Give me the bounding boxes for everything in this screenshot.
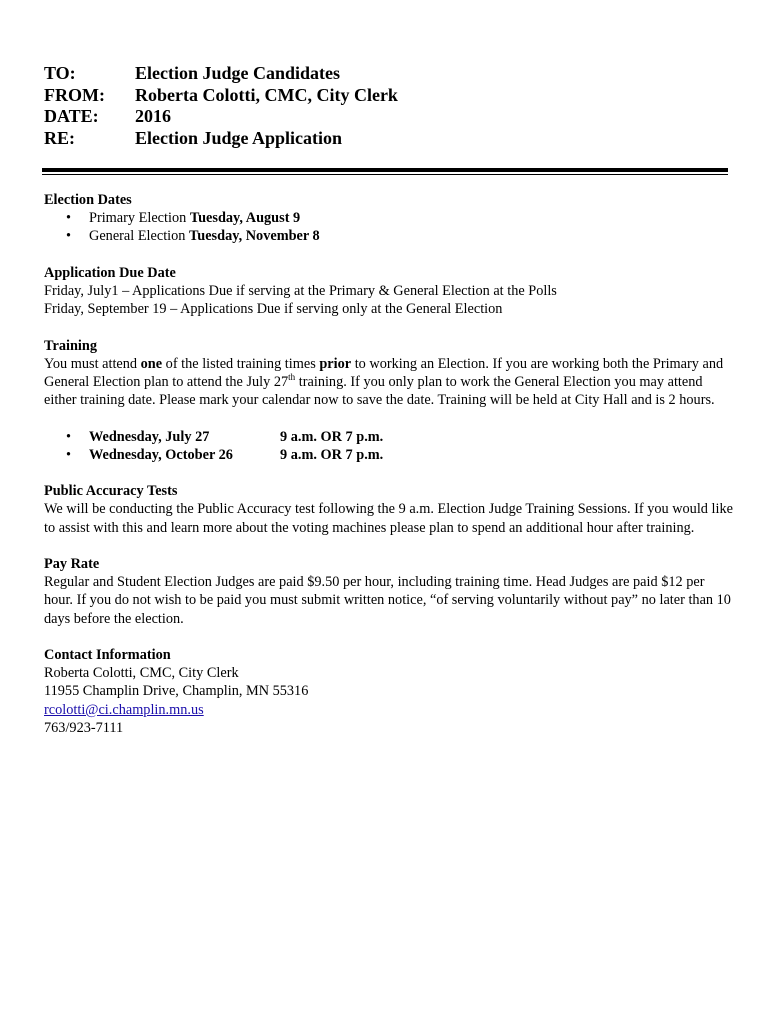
re-value: Election Judge Application — [135, 127, 343, 148]
date-value: 2016 — [135, 106, 171, 126]
training-emphasis: prior — [319, 355, 352, 372]
to-label: TO: — [44, 63, 76, 83]
election-label: Primary Election — [89, 210, 190, 227]
training-text: to working an Election. If you are working both the Primary and General Election plan to attend the July 27 — [44, 355, 724, 390]
date-label: DATE: — [44, 106, 99, 126]
due-date-title: Application Due Date — [44, 264, 176, 281]
session-day: Wednesday, October 26 — [89, 446, 233, 463]
contact-section — [44, 646, 734, 737]
training-emphasis: one — [140, 355, 163, 372]
election-dates-list — [44, 209, 734, 245]
contact-title: Contact Information — [44, 646, 171, 663]
training-paragraph — [44, 355, 734, 410]
date-row — [44, 106, 398, 128]
list-item — [44, 209, 734, 227]
election-dates-title: Election Dates — [44, 192, 132, 208]
from-value: Roberta Colotti, CMC, City Clerk — [135, 84, 398, 105]
pay-text: Regular and Student Election Judges are paid $9.50 per hour, including training time. Head Judges are paid $12 per hour. If you do not wish to be paid you must submit written notice, “of serving voluntarily without pay” no later than 10 days before the election. — [44, 574, 731, 627]
from-row — [44, 85, 398, 107]
to-row — [44, 63, 398, 85]
session-time: 9 a.m. OR 7 p.m. — [280, 428, 384, 445]
to-value: Election Judge Candidates — [135, 63, 341, 83]
training-section — [44, 337, 734, 410]
training-superscript: th — [288, 372, 296, 383]
pay-title: Pay Rate — [44, 555, 100, 572]
due-date-line: Friday, September 19 – Applications Due if serving only at the General Election — [44, 301, 503, 318]
session-time: 9 a.m. OR 7 p.m. — [280, 446, 384, 463]
training-sessions-section — [44, 428, 734, 464]
training-text: You must attend — [44, 355, 141, 372]
header-divider-thick — [42, 168, 728, 172]
memo-body — [44, 191, 734, 755]
contact-email-link[interactable]: rcolotti@ci.champlin.mn.us — [44, 701, 204, 718]
re-label: RE: — [44, 127, 75, 148]
training-title: Training — [44, 337, 97, 354]
due-date-section — [44, 264, 734, 319]
election-date: Tuesday, November 8 — [189, 228, 320, 245]
due-date-line: Friday, July1 – Applications Due if serving at the Primary & General Election at the Polls — [44, 283, 557, 299]
election-label: General Election — [89, 228, 190, 245]
accuracy-text: We will be conducting the Public Accuracy test following the 9 a.m. Election Judge Training Sessions. If you would like to assist with this and learn more about the voting machines please plan to spend an additional hour after training. — [44, 501, 733, 536]
contact-name: Roberta Colotti, CMC, City Clerk — [44, 665, 239, 682]
memo-header — [44, 63, 398, 149]
from-label: FROM: — [44, 84, 105, 105]
header-divider-thin — [42, 174, 728, 175]
list-item — [44, 227, 734, 245]
list-item — [44, 428, 734, 446]
training-text: training. If you only plan to work the General Election you may attend either training date. Please mark your calendar now to save the date. Training will be held at City Hall and is 2 hours. — [44, 374, 715, 409]
pay-section — [44, 555, 734, 628]
contact-phone: 763/923-7111 — [44, 719, 124, 736]
list-item — [44, 446, 734, 464]
accuracy-title: Public Accuracy Tests — [44, 483, 178, 500]
election-date: Tuesday, August 9 — [189, 210, 301, 227]
contact-address: 11955 Champlin Drive, Champlin, MN 55316 — [44, 683, 309, 700]
election-dates-section — [44, 191, 734, 246]
session-day: Wednesday, July 27 — [89, 428, 210, 445]
training-sessions-list — [44, 428, 734, 464]
re-row — [44, 128, 398, 150]
training-text: of the listed training times — [162, 355, 320, 372]
accuracy-section — [44, 482, 734, 537]
